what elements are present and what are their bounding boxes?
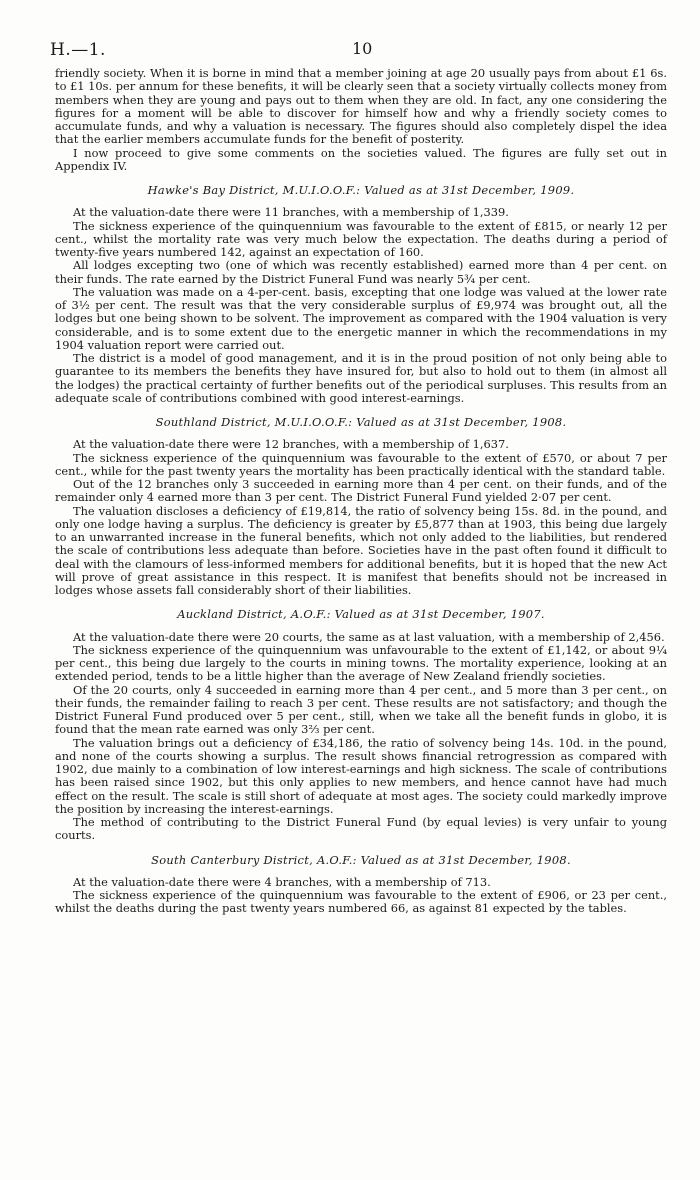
page-reference: H.—1. [50, 40, 106, 60]
section-paragraph: At the valuation-date there were 11 branches, with a membership of 1,339. [73, 205, 509, 220]
section-paragraph: The district is a model of good management, and it is in the proud position of not only being able to guarantee to its members the benefits they have insured for, but also to hold out to them (in almost all the lodges) the practical certainty of further benefits out of the periodical surpluses. This results from an adequate scale of contributions combined with good interest-earnings. [55, 351, 667, 405]
section-paragraph: At the valuation-date there were 20 courts, the same as at last valuation, with a membership of 2,456. [73, 629, 665, 644]
section-paragraph: The sickness experience of the quinquennium was unfavourable to the extent of £1,142, or about 9¼ per cent., this being due largely to the courts in mining towns. The mortality experience, looking at an extended period, tends to be a little higher than the average of New Zealand friendly societies. [55, 642, 667, 684]
section-paragraph: Out of the 12 branches only 3 succeeded in earning more than 4 per cent. on their funds, and of the remainder only 4 earned more than 3 per cent. The District Funeral Fund yielded 2·07 per cent. [55, 477, 667, 505]
intro-paragraph: I now proceed to give some comments on the societies valued. The figures are fully set out in Appendix IV. [55, 145, 667, 173]
section-paragraph: The valuation discloses a deficiency of £19,814, the ratio of solvency being 15s. 8d. in the pound, and only one lodge having a surplus. The deficiency is greater by £5,877 than at 1903, this being due largely to an unwarranted increase in the funeral benefits, which not only added to the liabilities, but rendered the scale of contributions less adequate than before. Societies have in the past often found it difficult to deal with the clamours of less-informed members for additional benefits, but it is hoped that the new Act will prove of great assistance in this respect. It is manifest that benefits should not be increased in lodges whose assets fall considerably short of their liabilities. [55, 503, 667, 597]
section-paragraph: The sickness experience of the quinquennium was favourable to the extent of £570, or about 7 per cent., while for the past twenty years the mortality has been practically identical with the standard table. [55, 450, 667, 478]
section-paragraph: All lodges excepting two (one of which was recently established) earned more than 4 per cent. on their funds. The rate earned by the District Funeral Fund was nearly 5¾ per cent. [55, 258, 667, 286]
section-paragraph: The valuation was made on a 4-per-cent. basis, excepting that one lodge was valued at the lower rate of 3½ per cent. The result was that the very considerable surplus of £9,974 was brought out, all the lodges but one being shown to be solvent. The improvement as compared with the 1904 valuation is very considerable, and is to some extent due to the energetic manner in which the recommendations in my 1904 valuation report were carried out. [55, 284, 667, 352]
section-paragraph: The valuation brings out a deficiency of £34,186, the ratio of solvency being 14s. 10d. in the pound, and none of the courts showing a surplus. The result shows financial retrogression as compared with 1902, due mainly to a combination of low interest-earnings and high sickness. The scale of contributions has been raised since 1902, but this only applies to new members, and hence cannot have had much effect on the result. The scale is still short of adequate at most ages. The society could markedly improve the position by increasing the interest-earnings. [55, 735, 667, 816]
page-number: 10 [352, 39, 373, 58]
section-paragraph: Of the 20 courts, only 4 succeeded in earning more than 4 per cent., and 5 more than 3 per cent., on their funds, the remainder failing to reach 3 per cent. These results are not satisfactory; and though the District Funeral Fund produced over 5 per cent., still, when we take all the benefit funds in globo, it is found that the mean rate earned was only 3⅔ per cent. [55, 682, 667, 737]
section-heading-hawkes-bay: Hawke's Bay District, M.U.I.O.O.F.: Valued as at 31st December, 1909. [147, 183, 575, 197]
section-heading-auckland: Auckland District, A.O.F.: Valued as at 31st December, 1907. [177, 607, 545, 622]
section-paragraph: At the valuation-date there were 12 branches, with a membership of 1,637. [73, 437, 509, 452]
section-heading-south-canterbury: South Canterbury District, A.O.F.: Valued as at 31st December, 1908. [151, 852, 571, 867]
intro-paragraph: friendly society. When it is borne in mind that a member joining at age 20 usually pays from about £1 6s. to £1 10s. per annum for these benefits, it will be clearly seen that a society virtually collects money from members when they are young and pays out to them when they are old. In fact, any one considering the figures for a moment will be able to discover for himself how and why a friendly society comes to accumulate funds, and why a valuation is necessary. The figures should also completely dispel the idea that the earlier members accumulate funds for the benefit of posterity. [55, 66, 668, 147]
section-paragraph: The sickness experience of the quinquennium was favourable to the extent of £906, or 23 per cent., whilst the deaths during the past twenty years numbered 66, as against 81 expected by the tables. [55, 888, 667, 916]
section-paragraph: The sickness experience of the quinquennium was favourable to the extent of £815, or nearly 12 per cent., whilst the mortality rate was very much below the expectation. The deaths during a period of twenty-five years numbered 142, against an expectation of 160. [55, 218, 667, 259]
section-heading-southland: Southland District, M.U.I.O.O.F.: Valued as at 31st December, 1908. [155, 415, 567, 429]
document-body [55, 67, 667, 916]
section-paragraph: At the valuation-date there were 4 branches, with a membership of 713. [73, 874, 491, 889]
section-paragraph: The method of contributing to the District Funeral Fund (by equal levies) is very unfair to young courts. [55, 815, 667, 843]
